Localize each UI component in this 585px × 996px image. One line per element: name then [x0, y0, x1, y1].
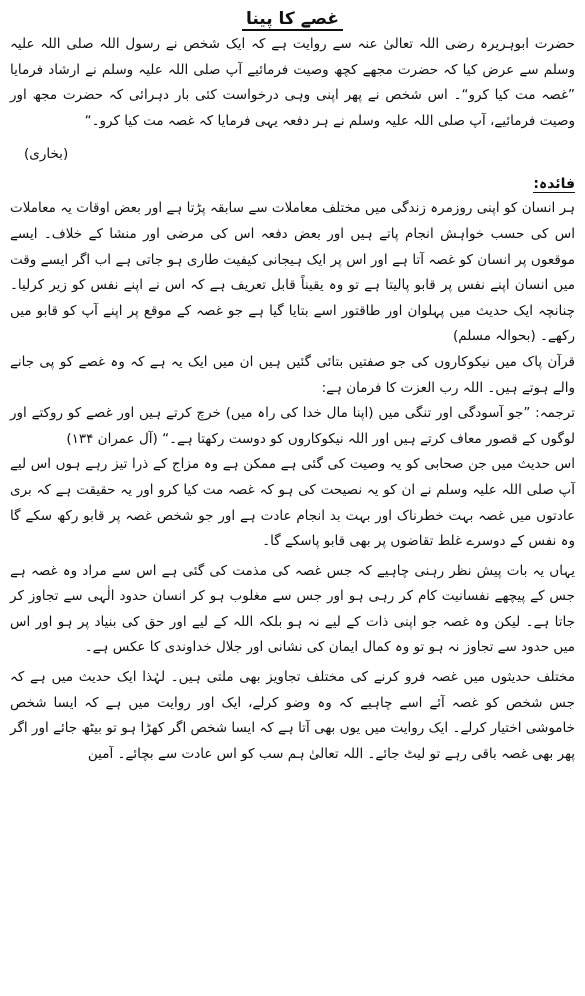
faida-heading: فائدہ: [533, 176, 575, 193]
paragraph-1: ہر انسان کو اپنی روزمرہ زندگی میں مختلف معاملات سے سابقہ پڑتا ہے اور بعض اوقات یہ معاملات اس کی حسب خواہش انجام پاتے ہیں اور بعض دفعہ اس کی مرضی اور منشا کے خلاف۔ ایسے موقعوں پر انسان کو غصہ آتا ہے اور اس پر ایک ہیجانی کیفیت طاری ہو جاتی ہے اب اگر ایسے وقت میں انسان اپنے نفس پر قابو پالیتا ہے تو وہ یقیناً قابل تعریف ہے کہ اس نے اپنے نفس کو زیر کرلیا۔ چنانچہ ایک حدیث میں پہلوان اور طاقتور اسے بتایا گیا ہے جو غصہ کے موقع پر اپنے آپ کو قابو میں رکھے۔ (بحوالہ مسلم) [10, 200, 575, 345]
hadith-source: (بخاری) [24, 146, 69, 163]
paragraph-4: یہاں یہ بات پیش نظر رہنی چاہیے کہ جس غصہ کی مذمت کی گئی ہے اس سے مراد وہ غصہ ہے جس کے پیچھے نفسانیت کام کر رہی ہو اور جس سے مغلوب ہو کر انسان حدود الٰہی سے تجاوز کر جاتا ہے۔ لیکن وہ غصہ جو اپنی ذات کے لیے نہ ہو بلکہ اللہ کے لیے اور حق کی بنیاد پر ہو اور اس میں حدود سے تجاوز نہ ہو تو وہ کمال ایمان کی نشانی اور جلال خداوندی کا عکس ہے۔ [10, 562, 575, 656]
paragraph-2-lead: قرآن پاک میں نیکوکاروں کی جو صفتیں بتائی گئیں ہیں ان میں ایک یہ ہے کہ وہ غصے کو پی جانے والے ہوتے ہیں۔ اللہ رب العزت کا فرمان ہے: [10, 353, 575, 396]
page-title: غصے کا پینا [10, 6, 575, 32]
quran-translation [10, 401, 575, 452]
paragraph-5: مختلف حدیثوں میں غصہ فرو کرنے کی مختلف تجاویز بھی ملتی ہیں۔ لہٰذا ایک حدیث میں ہے کہ جس شخص کو غصہ آئے اسے چاہیے کہ وہ وضو کرلے، ایک اور روایت میں ہے کہ ایسا شخص خاموشی اختیار کرلے۔ ایک روایت میں یوں بھی آتا ہے کہ ایسا شخص اگر کھڑا ہو تو بیٹھ جائے اور اگر پھر بھی غصہ باقی رہے تو لیٹ جائے۔ اللہ تعالیٰ ہم سب کو اس عادت سے بچائے۔ آمین [10, 669, 575, 762]
paragraph-3: اس حدیث میں جن صحابی کو یہ وصیت کی گئی ہے ممکن ہے وہ مزاج کے ذرا تیز رہے ہوں اس لیے آپ صلی اللہ علیہ وسلم نے ان کو یہ نصیحت کی ہو کہ غصہ مت کیا کرو اور یہ حقیقت ہے کہ بری عادتوں میں غصہ بہت خطرناک اور بہت بد انجام عادت ہے اور جو شخص غصہ پر قابو رکھ سکے گا وہ نفس کے دوسرے غلط تقاضوں پر بھی قابو پاسکے گا۔ [10, 456, 575, 550]
hadith-text: حضرت ابوہریرہ رضی اللہ تعالیٰ عنہ سے روایت ہے کہ ایک شخص نے رسول اللہ صلی اللہ علیہ وسلم سے عرض کیا کہ حضرت مجھے کچھ وصیت فرمائیے آپ صلی اللہ علیہ وسلم نے ارشاد فرمایا ”غصہ مت کیا کرو“۔ اس شخص نے پھر اپنی وہی درخواست کئی بار دہرائی کہ حضرت مجھ اور وصیت فرمائیے، آپ صلی اللہ علیہ وسلم نے ہر دفعہ یہی فرمایا کہ غصہ مت کیا کرو۔“ [10, 36, 575, 129]
quran-translation-text: ترجمہ: ”جو آسودگی اور تنگی میں (اپنا مال خدا کی راہ میں) خرچ کرتے ہیں اور غصے کو روکتے اور لوگوں کے قصور معاف کرتے ہیں اور اللہ نیکوکاروں کو دوست رکھتا ہے۔“ [10, 405, 575, 447]
quran-reference: (آل عمران ۱۳۴) [66, 430, 158, 447]
